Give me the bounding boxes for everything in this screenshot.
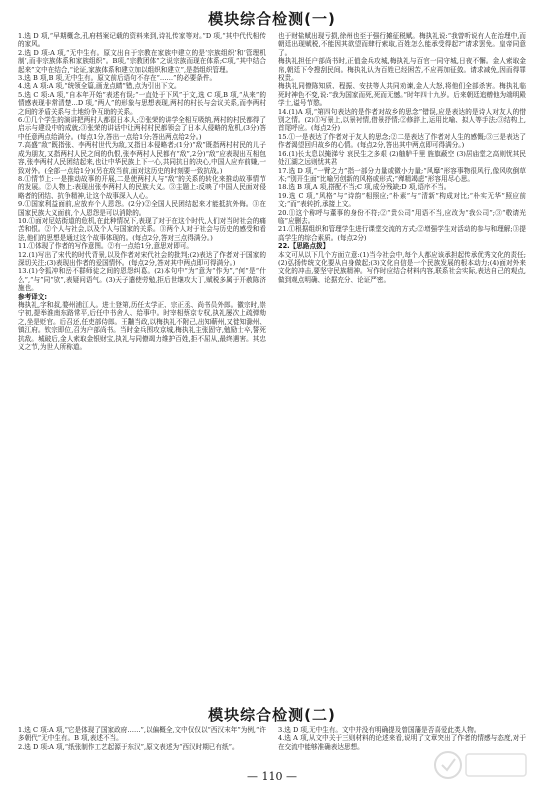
translation-paragraph: 梅执礼同僚陈知质、程振、安扶等人共同劝谏,金人大怒,将他们全部杀害。梅执礼临死时神色不变,说:“我为国家而死,死而无憾。”时年四十九岁。后来朝廷追赠他为端明殿学士,谥号节愍。	[278, 82, 526, 108]
bottom-left-column	[18, 726, 266, 768]
answer-paragraph: 13.(1)令狐冲和岳不群师徒之间的恩怨纠葛。(2)本句中“为”意为“作为”,“何”是“什么”,“与”同“欤”,表疑问语气。(3)天子遣使劳勉,拒后世继攻大丁,赋税多属于开赦陈济施也。	[18, 267, 266, 293]
answer-paragraph: 5.选 C 项:A 项,“自本年开始”表述有误;“一直处于下风”于文,选 C 项,B 项,“从来”的情感表现非常清楚...D 项,“两人”的形象与思想表现,两村的村长与会议关系,而李两村之间的矛盾关系与土地纷争互助的关系。	[18, 90, 266, 116]
answer-paragraph: 14.(1)A 项,“第四句表达的是作者对故乡的思念”错误,应是表达的是诗人对友人的惜别之情。(2)①写景上,以景衬情,借景抒情;②修辞上,运用比喻、拟人等手法;③结构上,首尾呼应。(每点2分)	[278, 107, 526, 133]
right-column	[278, 32, 526, 700]
answer-paragraph: 3.选 D 项,无中生有。文中并没有明确提及曾国藩是否喜爱此类人物。	[278, 726, 481, 734]
tip-heading: 22.【思路点拨】	[278, 242, 330, 251]
translation-paragraph: 梅执礼担任户部尚书时,正值金兵攻城,梅执礼与百官一同守城,日夜不懈。金人索取金帛,朝廷下令搜刮民间。梅执礼认为百姓已经困苦,不应再加征敛。请求减免,因而得罪权贵。	[278, 57, 526, 83]
answer-paragraph: 18.选 B 项,A 项,搭配不当;C 项,成分残缺;D 项,语序不当。	[278, 183, 451, 192]
answer-paragraph: 12.(1)写出了宋代的时代背景,以及作者对宋代社会的批判;(2)表达了作者对于国家的深切关注;(3)表现出作者的爱国情怀。(每点2分,答对其中两点即可得满分。)	[18, 250, 266, 267]
answer-paragraph: 本文可从以下几个方面立意:(1)当今社会中,每个人都应该承担起传承优秀文化的责任;(2)弘扬传统文化要从自身做起;(3)文化自信是一个民族发展的根本动力;(4)面对外来文化的冲击,要坚守民族精神。写作时应结合材料内容,联系社会实际,表达自己的观点,做到观点明确、论据充分、论证严密。	[278, 250, 526, 284]
translation-paragraph: 梅执礼,字和叔,婺州浦江人。进士登第,历任太学正、宗正丞、尚书员外郎。徽宗时,崇宁初,提举淮南东路常平,后任中书舍人、给事中。时宰相蔡京专权,执礼屡次上疏弹劾之,坐是贬官。后召还,任吏部侍郎。王黼当政,以梅执礼不附己,出知蕲州,又徙知滁州、镇江府。钦宗即位,召为户部尚书。当时金兵围攻京城,梅执礼主张固守,勉励士卒,誓死抗敌。城破后,金人索取金银财宝,执礼与同僚竭力维护百姓,拒不屈从,最终遇害。其忠义之节,为世人所称道。	[18, 301, 266, 352]
answer-paragraph: 4.选 A 项,从文中关于三则材料的论述来看,说明了文章突出了作者的情感与态度,对于在交流中能够准确表达思想。	[278, 734, 526, 751]
watermark-logo-icon	[432, 740, 532, 790]
answer-paragraph: 20.①这个称呼与董事的身份不符;②“贵公司”用语不当,应改为“我公司”;③“敬请光临”应删去。	[278, 208, 526, 225]
answer-paragraph: 1.选 C 项:A 项,“它是体现了国家政府……”,以偏概全,文中仅仅以“西汉末年”为例,“许多朝代”无中生有。B 项,表述不当。	[18, 726, 266, 743]
page-number: — 110 —	[247, 770, 297, 783]
left-column	[18, 32, 266, 700]
answer-paragraph: 3.选 B 项,B 项,无中生有。原文前后语句不存在“……”的必要条件。	[18, 74, 217, 83]
answer-paragraph: 19.选 C 项,“风格”与“诗韵”相照应;“朴素”与“清新”构成对比;“朴实无华”照应前文;“而”表转折,承接上文。	[278, 191, 526, 209]
answer-paragraph: 21.①根据组织和管理学生进行课堂交流的方式;②增强学生对活动的参与和理解;③提高学生的综合素质。(每点2分)	[278, 225, 526, 242]
section-title-1: 模块综合检测(一)	[208, 10, 336, 28]
answer-paragraph: 6.①几个学生的演讲把两村人都很日本人;②张荣的讲学全相互吸纳,两村的村民都得了启示与建设中的成就;③张荣的讲话中让两村村民都领会了日本人侵略的危机,(3分)答中任意两点给满分。(每点1分,答出一点给1分;答出两点给2分。)	[18, 116, 266, 141]
answer-paragraph: 8.①情节上:一是推动故事的开展,二是使两村人与“敌”的关系的转化来推动故事情节的发展。②人物上:表现出张李两村人的民族大义。③主题上:反映了中国人民面对侵略者的团结、抗争精神,让这个故事深入人心。	[18, 174, 266, 200]
translation-paragraph: 也于财盐赋出现亏损,徐州也至于强行摊征税赋。梅执礼说:“我曾听说有人在治理中,而朝廷出现赋税,不能因其欲望而肆行索取,百姓怎么能承受得起?”请求罢免。皇帝同意了。	[278, 32, 526, 57]
answer-paragraph: 2.选 D 项:A 项,“无中生有。原文出自于宗教在家族中建立的是‘宗族组织’和‘管理机制’,而非宗族体系和家族组织”。B项,“宗教团体”之说宗族而现在体系;C项,“其中结合起来”文中在结合,“论证,家族体系和建立加以组织和建立”,是指组织管理。	[18, 48, 266, 74]
answer-paragraph: 17.选 D 项,“一臂之力”指一部分力量或微小力量;“风靡”形容事物很风行,像风吹倒草木;“别开生面”比喻另创新的风格或形式;“殚精竭虑”形容用尽心思。	[278, 166, 526, 183]
answer-paragraph: 4.选 A 项:A 项,“统领全篇,画龙点睛”错,点为引出下文。	[18, 82, 181, 91]
answer-paragraph: 1.选 D 项,“早期概念,孔府档案记载的资料来到,诗礼传家等对。”D 项,“其中代代相传的家风。	[18, 32, 266, 49]
answer-paragraph: 11.①体现了作者的写作意图。②有一点给1分,意思对即可。	[18, 242, 194, 251]
answer-paragraph: 16.(1)长太息以掩涕兮 哀民生之多艰 (2)舳舻千里 旌旗蔽空 (3)居庙堂之高则忧其民 处江湖之远则忧其君	[278, 149, 526, 167]
answer-paragraph: 9.①国家利益面前,应放弃个人恩怨。(2分)②全国人民团结起来才能抵抗外侮。③在国家民族大义面前,个人恩怨是可以消除的。	[18, 200, 266, 217]
section-title-2: 模块综合检测(二)	[208, 706, 336, 724]
translation-heading: 参考译文:	[18, 292, 48, 301]
answer-paragraph: 7.高盛“敌”既指张、李两村世代为敌,又指日本侵略者;(1分)“敌”既指两村村民的儿子成为朋友,又指两村人民之间的仇恨,张李两村人民都有“敌”,2分)“敌”应表现出互相包容,张李两村人民团结起来,也让中华民族上下一心,共同抗日的决心,中国人应弃前嫌,一致对外。(全部一点给1分)(另在敌当前,面对这历史的时刻要一致抗战。)	[18, 141, 266, 175]
answer-paragraph: 10.①面对尼姑街道的危机,在此种情况下,表现了对于在这个时代,人们对当时社会的痛苦和恨。②个人与社会,以及个人与国家的关系。③两个人对于社会与历史的感受和看法,他们的思想是通过这个故事体现的。(每点2分,答对三点得满分。)	[18, 216, 266, 242]
answer-paragraph: 15.①一是表达了作者对于友人的思念;②二是表达了作者对人生的感慨;③三是表达了作者渴望回归故乡的心情。(每点2分,答出其中两点即可得满分。)	[278, 132, 526, 150]
answer-paragraph: 2.选 D 项:A 项,“纸张制作工艺起源于东汉”,原文表述为“西汉时期已有纸”。	[18, 742, 239, 751]
